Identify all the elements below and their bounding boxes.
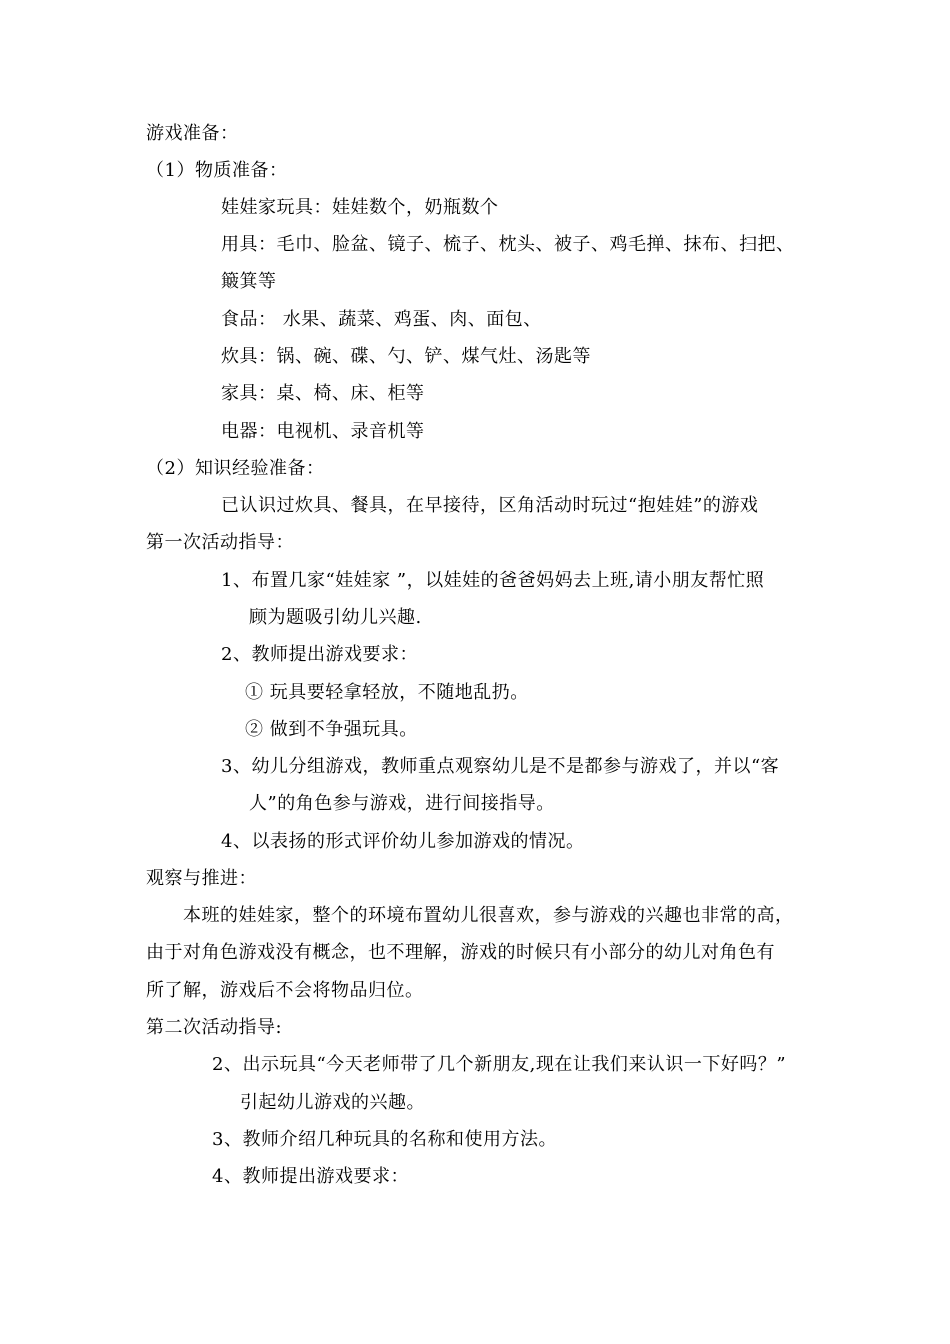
heading-game-preparation: 游戏准备： — [146, 123, 239, 144]
list-item-first-3: 3、幼儿分组游戏，教师重点观察幼儿是不是都参与游戏了，并以“客 — [221, 756, 780, 777]
list-subitem-1: ① 玩具要轻拿轻放，不随地乱扔。 — [245, 682, 529, 703]
text-utensils-continued: 簸箕等 — [221, 271, 277, 292]
list-item-second-3: 3、教师介绍几种玩具的名称和使用方法。 — [212, 1129, 557, 1150]
list-item-second-4: 4、教师提出游戏要求： — [212, 1166, 409, 1187]
heading-first-activity: 第一次活动指导： — [146, 532, 294, 553]
list-item-first-2: 2、教师提出游戏要求： — [221, 644, 418, 665]
text-prior-experience: 已认识过炊具、餐具，在早接待，区角活动时玩过“抱娃娃”的游戏 — [221, 495, 759, 516]
paragraph-observation-line-3: 所了解，游戏后不会将物品归位。 — [146, 980, 424, 1001]
heading-observation: 观察与推进： — [146, 868, 257, 889]
heading-second-activity: 第二次活动指导: — [146, 1017, 283, 1038]
paragraph-observation-line-2: 由于对角色游戏没有概念，也不理解，游戏的时候只有小部分的幼儿对角色有 — [146, 942, 775, 963]
text-doll-house-toys: 娃娃家玩具：娃娃数个，奶瓶数个 — [221, 197, 499, 218]
list-subitem-2: ② 做到不争强玩具。 — [245, 719, 418, 740]
paragraph-observation-line-1: 本班的娃娃家，整个的环境布置幼儿很喜欢，参与游戏的兴趣也非常的高， — [183, 905, 794, 926]
subheading-material-preparation: （1）物质准备： — [146, 160, 288, 181]
text-utensils: 用具：毛巾、脸盆、镜子、梳子、枕头、被子、鸡毛掸、抹布、扫把、 — [221, 234, 795, 255]
text-cookware: 炊具：锅、碗、碟、勺、铲、煤气灶、汤匙等 — [221, 346, 591, 367]
list-item-first-1: 1、布置几家“娃娃家 ”，以娃娃的爸爸妈妈去上班,请小朋友帮忙照 — [221, 570, 765, 591]
subheading-knowledge-preparation: （2）知识经验准备： — [146, 458, 325, 479]
list-item-first-4: 4、以表扬的形式评价幼儿参加游戏的情况。 — [221, 831, 585, 852]
list-item-second-2-continued: 引起幼儿游戏的兴趣。 — [240, 1092, 425, 1113]
list-item-second-2: 2、出示玩具“今天老师带了几个新朋友,现在让我们来认识一下好吗？” — [212, 1054, 787, 1075]
list-item-first-3-continued: 人”的角色参与游戏，进行间接指导。 — [249, 793, 555, 814]
text-appliances: 电器：电视机、录音机等 — [221, 421, 425, 442]
list-item-first-1-continued: 顾为题吸引幼儿兴趣. — [249, 607, 422, 628]
text-furniture: 家具：桌、椅、床、柜等 — [221, 383, 425, 404]
text-food: 食品： 水果、蔬菜、鸡蛋、肉、面包、 — [221, 309, 542, 330]
